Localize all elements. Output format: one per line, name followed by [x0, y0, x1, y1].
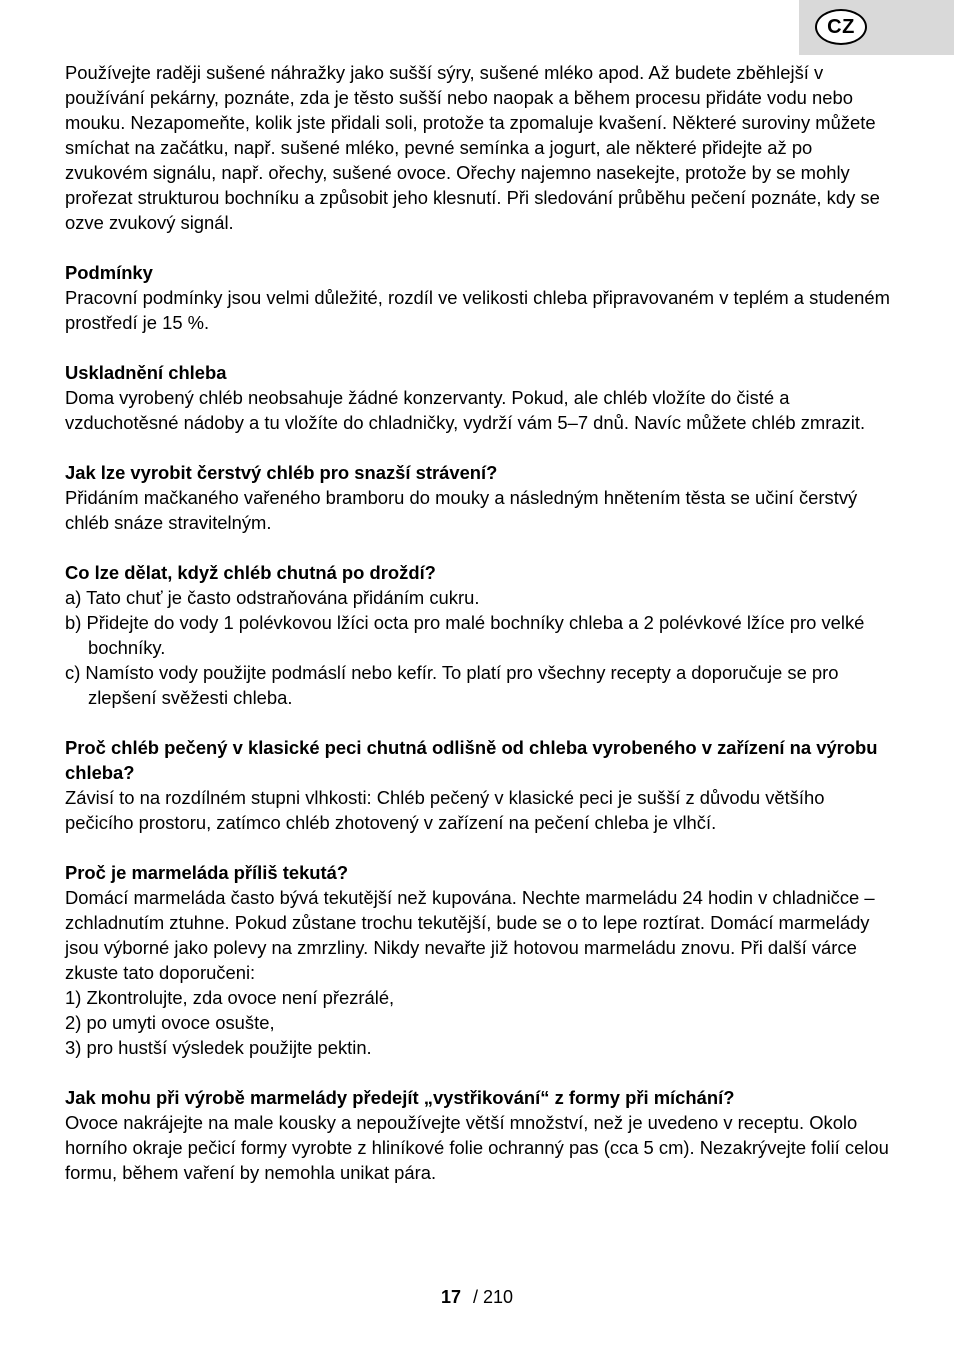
section-body: Pracovní podmínky jsou velmi důležité, rozdíl ve velikosti chleba připravovaném v teplém a studeném prostředí je 15 %.	[65, 287, 890, 333]
section-yeast-taste	[65, 560, 895, 710]
list-item: 3) pro hustší výsledek použijte pektin.	[65, 1037, 372, 1058]
section-heading: Podmínky	[65, 262, 153, 283]
section-heading: Proč chléb pečený v klasické peci chutná odlišně od chleba vyrobeného v zařízení na výrobu chleba?	[65, 737, 878, 783]
page-total: / 210	[472, 1287, 514, 1307]
section-heading: Proč je marmeláda příliš tekutá?	[65, 862, 349, 883]
page-number: 17	[440, 1287, 461, 1307]
page-footer	[0, 1285, 954, 1309]
section-heading: Uskladnění chleba	[65, 362, 227, 383]
section-heading: Jak mohu při výrobě marmelády předejít „vystřikování“ z formy při míchání?	[65, 1087, 735, 1108]
section-body: Závisí to na rozdílném stupni vlhkosti: Chléb pečený v klasické peci je sušší z důvodu většího pečicího prostoru, zatímco chléb zhotovený v zařízení na pečení chleba je vlhčí.	[65, 787, 825, 833]
intro-paragraph: Používejte raději sušené náhražky jako sušší sýry, sušené mléko apod. Až budete zběhlejší v používání pekárny, poznáte, zda je těsto sušší nebo naopak a během procesu přidáte vodu nebo mouku. Nezapomeňte, kolik jste přidali soli, protože ta zpomaluje kvašení. Některé suroviny můžete smíchat na začátku, např. sušené mléko, pevné semínka a jogurt, ale některé přidejte až po zvukovém signálu, např. ořechy, sušené ovoce. Ořechy najemno nasekejte, protože by se mohly prořezat strukturou bochníku a způsobit jeho klesnutí. Při sledování průběhu pečení poznáte, kdy se ozve zvukový signál.	[65, 62, 880, 233]
section-conditions	[65, 260, 895, 335]
section-body: Ovoce nakrájejte na male kousky a nepoužívejte větší množství, než je uvedeno v receptu. Okolo horního okraje pečicí formy vyrobte z hliníkové folie ochranný pas (cca 5 cm). Nezakrývejte folií celou formu, během vaření by nemohla unikat pára.	[65, 1112, 889, 1183]
list-item: a) Tato chuť je často odstraňována přidáním cukru.	[65, 587, 480, 608]
section-runny-jam	[65, 860, 895, 1060]
language-badge: CZ	[815, 9, 867, 45]
section-bread-storage	[65, 360, 895, 435]
list-item: b) Přidejte do vody 1 polévkovou lžíci octa pro malé bochníky chleba a 2 polévkové lžíce pro velké bochníky.	[65, 612, 865, 658]
section-oven-difference	[65, 735, 895, 835]
section-body: Přidáním mačkaného vařeného bramboru do mouky a následným hnětením těsta se učiní čerstvý chléb snáze stravitelným.	[65, 487, 858, 533]
section-heading: Jak lze vyrobit čerstvý chléb pro snazší strávení?	[65, 462, 498, 483]
list-item: c) Namísto vody použijte podmáslí nebo kefír. To platí pro všechny recepty a doporučuje se pro zlepšení svěžesti chleba.	[65, 662, 839, 708]
section-body: Doma vyrobený chléb neobsahuje žádné konzervanty. Pokud, ale chléb vložíte do čisté a vzduchotěsné nádoby a tu vložíte do chladničky, vydrží vám 5–7 dnů. Navíc můžete chléb zmrazit.	[65, 387, 866, 433]
list-item: 1) Zkontrolujte, zda ovoce není přezrálé,	[65, 987, 395, 1008]
section-heading: Co lze dělat, když chléb chutná po droždí?	[65, 562, 436, 583]
document-body	[65, 60, 895, 1185]
section-jam-splashing	[65, 1085, 895, 1185]
section-digestible-bread	[65, 460, 895, 535]
section-body: Domácí marmeláda často bývá tekutější než kupována. Nechte marmeládu 24 hodin v chladničce – zchladnutím ztuhne. Pokud zůstane trochu tekutější, bude se o to lepe roztírat. Domácí marmelády jsou výborné jako polevy na zmrzliny. Nikdy nevařte již hotovou marmeládu znovu. Při další várce zkuste tato doporučeni:	[65, 887, 875, 983]
language-tab	[799, 0, 954, 55]
list-item: 2) po umyti ovoce osušte,	[65, 1012, 275, 1033]
